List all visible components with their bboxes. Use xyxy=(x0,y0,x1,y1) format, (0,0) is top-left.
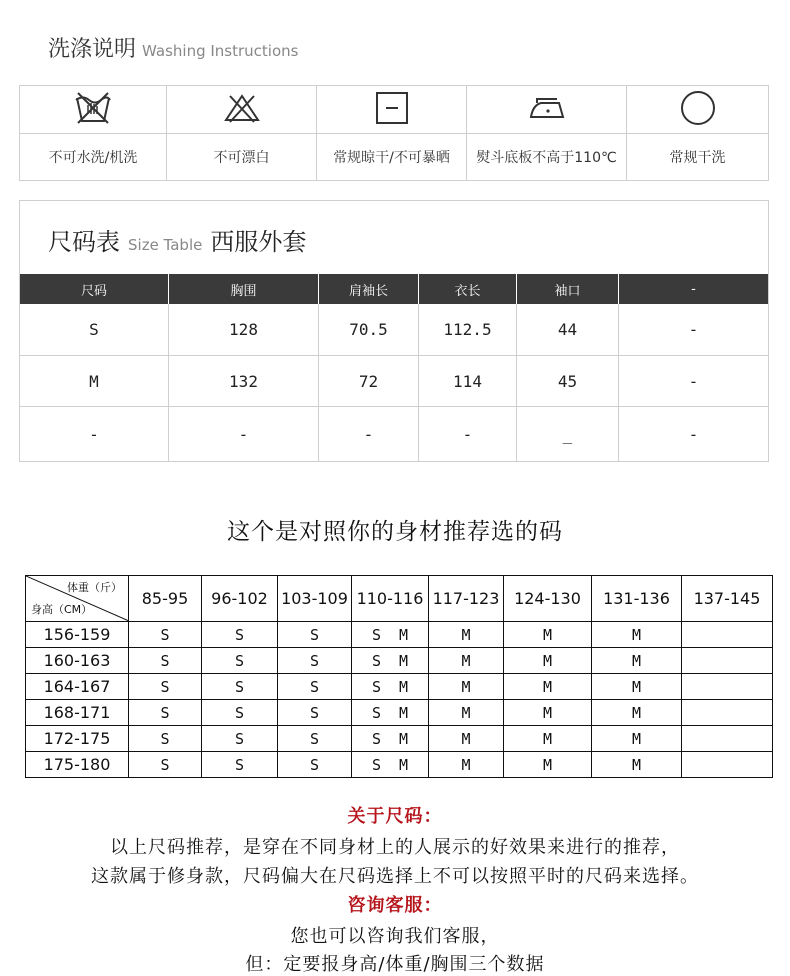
weight-range: 131-136 xyxy=(592,576,682,622)
recommend-cell: S M xyxy=(352,674,429,700)
recommend-cell xyxy=(682,726,773,752)
recommend-cell: S xyxy=(202,674,278,700)
size-header-cell: 衣长 xyxy=(419,274,517,304)
size-cell: - xyxy=(688,424,699,444)
weight-range: 117-123 xyxy=(429,576,504,622)
size-header-cell: 袖口 xyxy=(517,274,619,304)
weight-range: 85-95 xyxy=(129,576,202,622)
size-cell: - xyxy=(169,407,319,461)
size-cell: S xyxy=(20,304,169,355)
about-size-line: 以上尺码推荐，是穿在不同身材上的人展示的好效果来进行的推荐， xyxy=(110,837,680,858)
recommend-cell xyxy=(682,700,773,726)
about-size-line: 这款属于修身款，尺码偏大在尺码选择上不可以按照平时的尺码来选择。 xyxy=(91,866,699,887)
wash-item-label: 不可水洗/机洗 xyxy=(48,150,138,166)
recommend-title: 这个是对照你的身材推荐选的码 xyxy=(227,519,563,545)
recommend-cell: S xyxy=(202,752,278,778)
weight-range: 137-145 xyxy=(682,576,773,622)
weight-range: 124-130 xyxy=(504,576,592,622)
recommend-cell: S M xyxy=(352,752,429,778)
recommend-cell: M xyxy=(592,700,682,726)
recommend-cell: S xyxy=(202,622,278,648)
wash-item-label: 熨斗底板不高于110℃ xyxy=(476,150,617,166)
service-line: 但：定要报身高/体重/胸围三个数据 xyxy=(245,954,545,975)
size-table-title-en: Size Table xyxy=(128,236,203,254)
recommend-cell: M xyxy=(592,752,682,778)
wash-item-label: 常规晾干/不可暴晒 xyxy=(333,150,450,166)
weight-label: 体重（斤） xyxy=(67,581,122,594)
recommend-cell: S xyxy=(202,700,278,726)
recommend-cell: M xyxy=(429,622,504,648)
recommend-cell: S xyxy=(278,700,352,726)
wash-item-iron xyxy=(467,86,627,180)
no-hand-wash-icon xyxy=(73,90,113,130)
height-range: 164-167 xyxy=(26,674,129,700)
recommend-cell: S xyxy=(129,648,202,674)
size-cell: M xyxy=(20,356,169,406)
recommend-cell: M xyxy=(429,752,504,778)
size-header-cell: - xyxy=(691,281,696,297)
wash-item-dry-clean xyxy=(627,86,768,180)
size-header-cell: 尺码 xyxy=(20,274,169,304)
height-label: 身高（CM） xyxy=(31,603,93,616)
recommend-corner-cell xyxy=(26,576,129,622)
recommend-cell: S M xyxy=(352,726,429,752)
recommend-cell: S xyxy=(129,752,202,778)
iron-low-icon xyxy=(527,95,567,125)
size-cell: - xyxy=(688,320,699,339)
recommend-cell: S xyxy=(278,648,352,674)
recommend-cell: M xyxy=(592,648,682,674)
recommend-cell: S M xyxy=(352,700,429,726)
recommend-header-row xyxy=(26,576,773,622)
wash-item-label: 不可漂白 xyxy=(213,150,270,166)
size-cell: 70.5 xyxy=(319,304,419,355)
recommend-cell: M xyxy=(592,674,682,700)
size-cell: - xyxy=(319,407,419,461)
recommend-cell: M xyxy=(429,674,504,700)
height-range: 160-163 xyxy=(26,648,129,674)
size-cell: 114 xyxy=(419,356,517,406)
size-cell: - xyxy=(419,407,517,461)
size-table-row xyxy=(20,356,768,407)
recommend-cell: S xyxy=(278,726,352,752)
wash-item-label: 常规干洗 xyxy=(669,150,726,166)
recommend-cell: S xyxy=(129,622,202,648)
size-cell: - xyxy=(20,407,169,461)
recommend-row xyxy=(26,674,773,700)
recommend-row xyxy=(26,752,773,778)
size-cell: _ xyxy=(517,407,619,461)
line-dry-icon xyxy=(375,91,409,129)
recommend-cell: M xyxy=(504,726,592,752)
recommend-cell: S xyxy=(278,674,352,700)
recommend-row xyxy=(26,648,773,674)
height-range: 168-171 xyxy=(26,700,129,726)
weight-range: 110-116 xyxy=(352,576,429,622)
dry-clean-icon xyxy=(679,89,717,131)
service-line: 您也可以咨询我们客服， xyxy=(290,926,500,947)
about-size-title: 关于尺码： xyxy=(347,806,443,827)
wash-item-no-bleach xyxy=(167,86,317,180)
recommend-cell: S xyxy=(278,622,352,648)
size-header-cell: 胸围 xyxy=(169,274,319,304)
wash-item-line-dry xyxy=(317,86,467,180)
recommend-row xyxy=(26,700,773,726)
height-range: 156-159 xyxy=(26,622,129,648)
size-table-subtitle: 西服外套 xyxy=(210,228,307,256)
recommend-cell: M xyxy=(504,648,592,674)
size-table-row xyxy=(20,407,768,461)
recommend-cell: S xyxy=(129,726,202,752)
recommend-cell: S xyxy=(129,674,202,700)
weight-range: 96-102 xyxy=(202,576,278,622)
recommend-cell: S M xyxy=(352,648,429,674)
wash-item-no-hand-wash xyxy=(20,86,167,180)
washing-table xyxy=(19,85,769,181)
size-header-cell: 肩袖长 xyxy=(319,274,419,304)
recommend-cell: S xyxy=(202,726,278,752)
recommend-cell xyxy=(682,674,773,700)
recommend-row xyxy=(26,726,773,752)
size-table-row xyxy=(20,304,768,356)
recommend-cell: M xyxy=(504,752,592,778)
size-cell: 72 xyxy=(319,356,419,406)
recommend-cell: S xyxy=(202,648,278,674)
recommend-cell: M xyxy=(592,622,682,648)
recommend-cell xyxy=(682,752,773,778)
size-table-title: 尺码表 Size Table 西服外套 xyxy=(48,228,307,256)
recommend-table xyxy=(25,575,773,778)
recommend-cell: M xyxy=(429,648,504,674)
service-title: 咨询客服： xyxy=(347,895,443,916)
recommend-cell xyxy=(682,648,773,674)
recommend-cell: M xyxy=(504,700,592,726)
size-cell: 128 xyxy=(169,304,319,355)
weight-range: 103-109 xyxy=(278,576,352,622)
size-cell: 45 xyxy=(517,356,619,406)
recommend-cell: S xyxy=(278,752,352,778)
size-cell: 132 xyxy=(169,356,319,406)
size-cell: 44 xyxy=(517,304,619,355)
size-cell: - xyxy=(688,371,699,391)
recommend-cell: S xyxy=(129,700,202,726)
recommend-cell: M xyxy=(429,700,504,726)
no-bleach-icon xyxy=(222,92,262,128)
washing-title-en: Washing Instructions xyxy=(142,42,299,60)
washing-title: 洗涤说明 Washing Instructions xyxy=(48,37,299,62)
recommend-cell: S M xyxy=(352,622,429,648)
height-range: 175-180 xyxy=(26,752,129,778)
recommend-row xyxy=(26,622,773,648)
height-range: 172-175 xyxy=(26,726,129,752)
recommend-cell: M xyxy=(592,726,682,752)
recommend-cell: M xyxy=(504,622,592,648)
size-cell: 112.5 xyxy=(419,304,517,355)
recommend-cell: M xyxy=(429,726,504,752)
recommend-cell: M xyxy=(504,674,592,700)
size-table-header xyxy=(20,274,768,304)
recommend-cell xyxy=(682,622,773,648)
